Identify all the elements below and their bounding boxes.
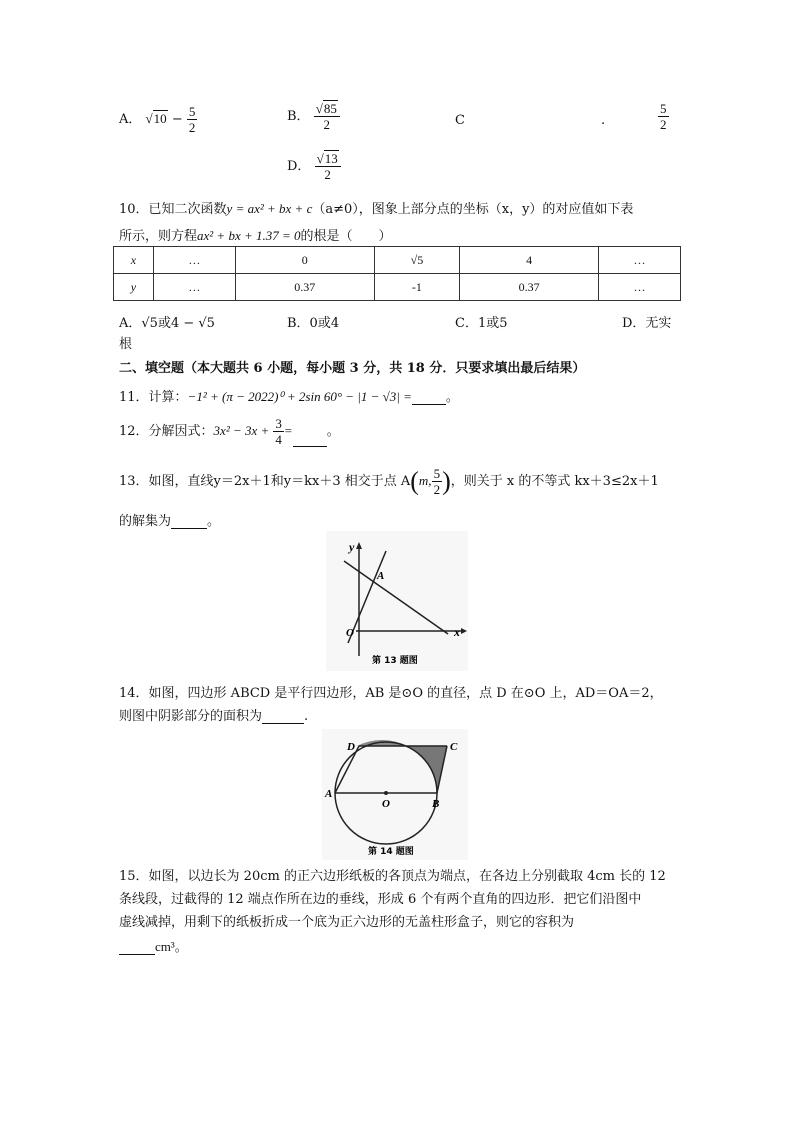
question-text: 11．计算： [119,390,188,405]
punctuation: . [304,709,309,724]
q13-graph [326,531,468,671]
q13-line2 [119,510,220,529]
question-text: 的根是（ ） [300,229,392,244]
figure-caption: 第 14 题图 [368,847,414,857]
q9-option-c [455,113,465,128]
answer-blank[interactable] [119,954,155,955]
table-cell: 4 [460,247,599,274]
q12-line [119,416,340,447]
table-cell: … [153,247,235,274]
center-point [384,791,388,795]
y-axis-arrow-icon [356,542,362,549]
question-text: 的解集为 [119,514,172,529]
y-axis-label: y [349,540,355,554]
option-label: B． [287,109,310,124]
table-cell: y [114,274,154,301]
question-text: 10．已知二次函数 [119,202,227,217]
point-coordinate: m, [418,473,432,488]
shaded-segment [357,740,407,746]
q10-option-c: C．1或5 [455,316,508,331]
point-a-label: A [377,570,385,582]
table-cell: 0.37 [235,274,374,301]
fraction [315,151,341,182]
q14-geometry [322,729,468,860]
q15-line4 [119,936,188,955]
punctuation: 。 [174,940,188,955]
question-text: 13．如图，直线y＝2x＋1和y＝kx＋3 相交于点 A [119,474,411,489]
option-label: D． [287,159,311,174]
q10-value-table [113,246,681,301]
table-cell: … [599,247,681,274]
q15-line2: 条线段，过截得的 12 端点作所在边的垂线，形成 6 个有两个直角的四边形．把它们沿图中 [119,892,642,907]
formula: 3x² − 3x + [213,423,270,438]
question-text: 所示，则方程 [119,229,198,244]
label-c: C [450,741,458,753]
table-cell: … [599,274,681,301]
x-axis-label: x [454,625,460,639]
q9-option-d [287,151,341,182]
numerator: 5 [660,101,667,116]
numerator: √13 [315,151,341,167]
table-cell: … [153,274,235,301]
denominator: 2 [188,120,196,135]
q13-line1: 13．如图，直线y＝2x＋1和y＝kx＋3 相交于点 A(m, $\frac{5}{2}$ )，则关于 x 的不等式 kx＋3≤2x＋1 [119,466,659,497]
q10-option-b: B．0或4 [287,316,340,331]
q10-line2 [119,225,392,244]
table-cell: 0.37 [460,274,599,301]
label-d: D [347,741,355,753]
sqrt-expression: √10 [145,111,167,126]
side-ad [335,746,359,793]
numerator: 5 [188,104,196,119]
table-cell: √5 [374,247,460,274]
denominator: 2 [323,117,331,132]
q15-line3: 虚线减掉，用剩下的纸板折成一个底为正六边形的无盖柱形盒子，则它的容积为 [119,915,575,930]
denominator: 4 [275,432,282,447]
q15-line1: 15．如图，以边长为 20cm 的正六边形纸板的各顶点为端点，在各边上分别截取 4cm 长的 12 [119,869,666,884]
fraction [273,416,284,447]
q10-line1 [119,198,633,217]
minus-sign: − [171,112,183,127]
question-text: 则图中阴影部分的面积为 [119,709,263,724]
answer-blank[interactable] [171,528,207,529]
option-label: A． [119,112,142,127]
radicand: 85 [323,101,337,116]
q9-option-c-fraction [658,101,669,132]
q14-line1: 14．如图，四边形 ABCD 是平行四边形，AB 是⊙O 的直径，点 D 在⊙O 上，AD＝OA＝2， [119,686,663,701]
table-row [114,247,681,274]
answer-blank[interactable] [412,404,446,405]
denominator: 2 [324,167,331,182]
denominator: 2 [433,482,441,497]
fraction [432,466,443,497]
fraction [314,101,340,132]
table-cell: -1 [374,274,460,301]
q9-option-a [119,104,197,135]
fraction [658,101,669,132]
denominator: 2 [660,117,667,132]
numerator: 3 [275,416,282,431]
label-a: A [325,788,333,800]
q10-option-d-cont: 根 [119,337,133,352]
q9-option-c-dot: . [601,113,606,128]
label-o: O [382,798,390,810]
punctuation: 。 [207,514,221,529]
punctuation: 。 [326,424,340,439]
formula: −1² + (π − 2022)⁰ + 2sin 60° − |1 − √3| = [187,389,412,404]
numerator: √85 [314,101,340,117]
table-cell: x [114,247,154,274]
x-axis-arrow-icon [461,628,467,634]
q14-figure [322,729,468,860]
table-row [114,274,681,301]
radicand: 13 [324,151,338,166]
table-cell: 0 [235,247,374,274]
label-b: B [432,798,440,810]
section-heading: 二、填空题（本大题共 6 小题，每小题 3 分，共 18 分．只要求填出最后结果） [119,361,586,376]
origin-label: O [346,627,354,639]
q13-figure [326,531,468,671]
q10-option-d: D．无实 [622,316,672,331]
q14-line2 [119,705,308,724]
q9-option-b [287,101,340,132]
q11-line [119,386,459,405]
answer-blank[interactable] [293,446,327,447]
figure-caption: 第 13 题图 [372,656,418,666]
equals-sign: = [283,423,293,438]
question-text: （a≠0），图象上部分点的坐标（x，y）的对应值如下表 [312,202,634,217]
question-text: 12．分解因式： [119,424,214,439]
formula: ax² + bx + 1.37 = 0 [197,228,301,243]
punctuation: 。 [445,390,459,405]
radicand: 10 [153,111,167,126]
q10-option-a: A．√5或4 − √5 [119,316,215,331]
shaded-region [407,746,447,793]
question-text: ，则关于 x 的不等式 kx＋3≤2x＋1 [450,474,659,489]
unit: cm³ [155,939,175,954]
formula: y = ax² + bx + c [226,201,313,216]
numerator: 5 [433,466,441,481]
fraction [187,104,198,135]
option-label: C [455,113,465,128]
answer-blank[interactable] [262,723,304,724]
